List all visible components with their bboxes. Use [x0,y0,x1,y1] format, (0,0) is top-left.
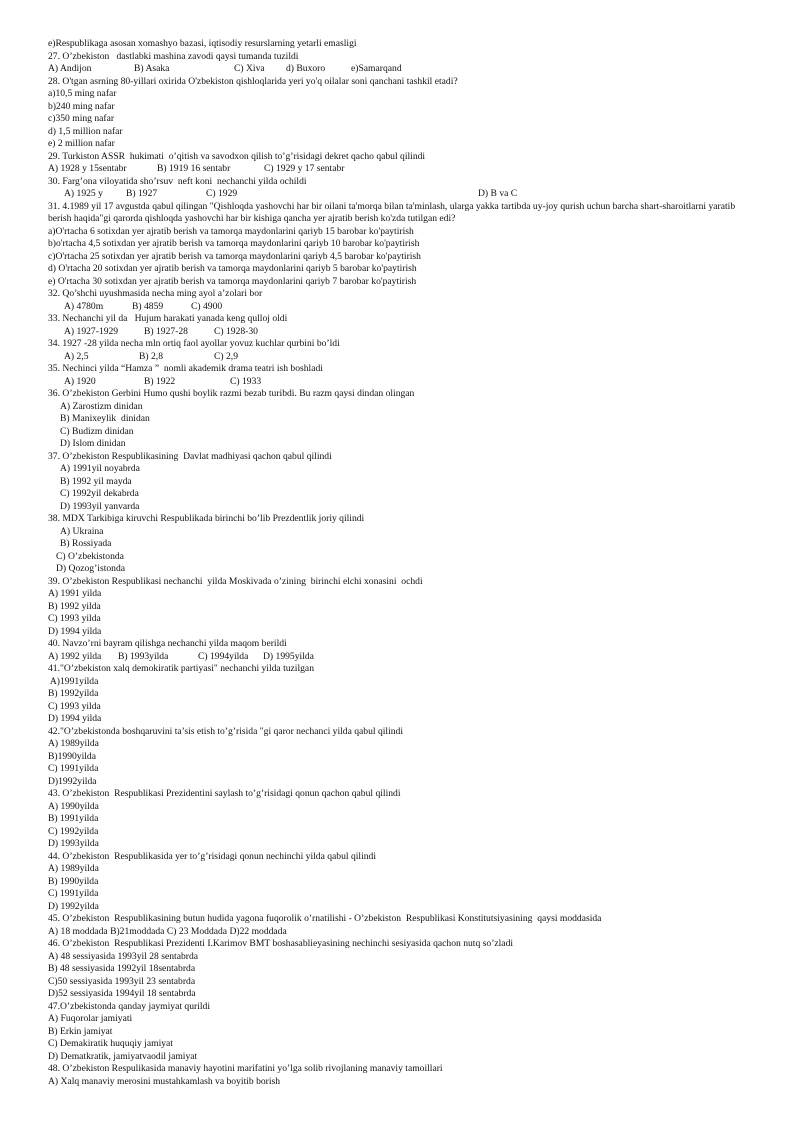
answer-option: A) Zarostizm dinidan [60,400,143,412]
answer-row [48,188,760,201]
question-32: 32. Qo’shchi uyushmasida necha ming ayol a’zolari bor [48,288,263,299]
answer-option: A) 1989yilda [48,738,99,749]
question-44: 44. O’zbekiston Respublikasida yer to’g’risidagi qonun nechinchi yilda qabul qilindi [48,850,376,862]
question-30: 30. Farg’ona viloyatida sho’rsuv neft koni nechanchi yilda ochildi [48,175,307,187]
answer-option: C) 1993 yilda [48,613,101,624]
question-38: 38. MDX Tarkibiga kiruvchi Respublikada birinchi bo’lib Prezdentlik joriy qilindi [48,513,365,524]
answer-option: B) 1990yilda [48,875,99,887]
answer-option: D) Islom dinidan [60,438,126,449]
answer-option: C) 1992yilda [48,825,99,837]
answer-option: e) O'rtacha 30 sotixdan yer ajratib berish va tamorqa maydonlarini qariyb 7 barobar ko'paytirish [48,275,417,287]
answer-option: C) 1993 yilda [48,700,101,712]
answer-option: B) Erkin jamiyat [48,1025,113,1037]
answer-option: A) Xalq manaviy merosini mustahkamlash va boyitib borish [48,1075,281,1087]
answer-option: C) 1991yilda [48,763,99,774]
question-28: 28. O'tgan asrning 80-yillari oxirida O'zbekiston qishloqlarida yeri yo'q oilalar soni qanchani tashkil etadi? [48,75,458,87]
question-27: 27. O’zbekiston dastlabki mashina zavodi qaysi tumanda tuzildi [48,50,299,62]
answer-option: C) O’zbekistonda [56,550,124,562]
answer-option: B) 1992 yilda [48,600,101,612]
answer-option: A) 1991yil noyabrda [60,463,140,474]
answer-option: A) 48 sessiyasida 1993yil 28 sentabrda [48,950,199,962]
question-45: 45. O’zbekiston Respublikasining butun hudida yagona fuqorolik o’rnatilishi - O’zbekiston Respublikasi Konstitutsiyasining qaysi moddasida [48,913,602,924]
document-page [48,38,760,1088]
option-d: D) 1995yilda [263,650,314,662]
question-37: 37. O’zbekiston Respublikasining Davlat madhiyasi qachon qabul qilindi [48,450,332,462]
answer-row [48,326,760,339]
answer-option: D) 1994 yilda [48,625,102,637]
question-47: 47.O’zbekistonda qanday jaymiyat qurildi [48,1000,210,1012]
option-b: B) 1927-28 [144,325,188,337]
answer-option: D) Qozog’istonda [56,563,126,574]
answer-option: A) 18 moddada B)21moddada C) 23 Moddada D)22 moddada [48,925,287,937]
question-42: 42."O’zbekistonda boshqaruvini ta’sis etish to’g’risida "gi qaror nechanci yilda qabul qilindi [48,725,403,737]
question-36: 36. O’zbekiston Gerbini Humo qushi boylik razmi bezab turibdi. Bu razm qaysi dindan olingan [48,388,415,399]
question-39: 39. O’zbekiston Respublikasi nechanchi yilda Moskivada o’zining birinchi elchi xonasini ochdi [48,575,423,587]
answer-option: c)O'rtacha 25 sotixdan yer ajratib berish va tamorqa maydonlarini qariyb 4,5 barobar ko'paytirish [48,250,421,262]
answer-option: C) 1992yil dekabrda [60,488,139,499]
answer-option: D) 1993yilda [48,838,99,849]
answer-row [48,63,760,76]
option-b: B) 1919 16 sentabr [157,163,231,174]
answer-option: c)350 ming nafar [48,113,115,124]
answer-option: A) Ukraina [60,525,104,537]
option-c: C) 1928-30 [214,325,258,337]
answer-option: B) 1991yilda [48,813,99,824]
question-34: 34. 1927 -28 yilda necha mln ortiq faol ayollar yovuz kuchlar qurbini bo’ldi [48,338,340,349]
option-d: D) B va C [478,188,518,199]
option-b: B) 1993yilda [118,650,169,662]
question-41: 41."O’zbekiston xalq demokiratik partiyasi" nechanchi yilda tuzilgan [48,663,314,674]
answer-option: d) O'rtacha 20 sotixdan yer ajratib berish va tamorqa maydonlarini qariyb 5 barobar ko'paytirish [48,263,417,274]
answer-option: A) 1991 yilda [48,588,102,599]
answer-option: a)O'rtacha 6 sotixdan yer ajratib berish va tamorqa maydonlarini qariyb 15 barobar ko'paytirish [48,225,414,237]
option-b: B) 1927 [126,188,158,199]
option-c: C) 2,9 [214,350,238,362]
text-line: e)Respublikaga asosan xomashyo bazasi, iqtisodiy resurslarning yetarli emasligi [48,38,357,49]
answer-option: b)o'rtacha 4,5 sotixdan yer ajratib berish va tamorqa maydonlarini qariyb 10 barobar ko'paytirish [48,238,420,249]
answer-row [48,301,760,314]
option-c: C) 1933 [230,375,262,387]
question-33: 33. Nechanchi yil da Hujum harakati yanada keng qulloj oldi [48,313,288,324]
answer-option: B) Rossiyada [60,538,112,549]
option-a: A) 1925 y [64,188,103,199]
question-48: 48. O’zbekiston Respulikasida manaviy hayotini marifatini yo’lga solib rivojlaning manaviy tamoillari [48,1063,443,1074]
answer-row [48,376,760,389]
question-31: 31. 4.1989 yil 17 avgustda qabul qilingan "Qishloqda yashovchi har bir oilani ta'morqa bilan ta'minlash, ularga yakka tartibda uy-joy qurish uchun barcha shart-sharoitlarni yaratib berish haqida"gi qarorda qishloqda yashovchi har bir kishiga qancha yer ajratib berish ko'zda tutilgan edi? [48,200,736,224]
answer-option: D) 1993yil yanvarda [60,500,140,512]
option-c: C) 1929 [206,188,238,199]
question-46: 46. O’zbekiston Respublikasi Prezidenti I.Karimov BMT boshasablieyasining nechinchi sesiyasida qachon nutq so’zladi [48,938,514,949]
option-b: B) 1922 [144,375,176,387]
option-c: C) 4900 [191,300,223,312]
option-e: e)Samarqand [351,63,402,74]
answer-option: B) 1992 yil mayda [60,475,132,487]
question-35: 35. Nechinci yilda “Hamza ” nomli akademik drama teatri ish boshladi [48,363,323,374]
option-d: d) Buxoro [286,63,326,74]
answer-option: C)50 sessiyasida 1993yil 23 sentabrda [48,975,196,987]
option-b: B) 2,8 [139,350,163,362]
option-a: A) 1927-1929 [64,325,119,337]
option-a: A) 1928 y 15sentabr [48,163,127,174]
question-29: 29. Turkiston ASSR hukimati o’qitish va savodxon qilish to’g’risidagi dekret qacho qabul qilindi [48,150,426,162]
option-c: C) Xiva [234,63,265,74]
answer-option: b)240 ming nafar [48,100,115,112]
answer-option: B) 48 sessiyasida 1992yil 18sentabrda [48,963,196,974]
option-b: B) Asaka [134,63,170,74]
answer-option: C) Budizm dinidan [60,425,134,437]
answer-row [48,351,760,364]
answer-option: d) 1,5 million nafar [48,125,123,137]
answer-option: D) 1992yilda [48,900,99,912]
answer-option: A)1991yilda [48,675,99,687]
option-c: C) 1994yilda [198,650,249,662]
answer-option: A) Fuqorolar jamiyati [48,1013,133,1024]
option-a: A) 1920 [64,375,96,387]
option-b: B) 4859 [132,300,164,312]
answer-option: D) Dematkratik, jamiyatvaodil jamiyat [48,1050,198,1062]
option-a: A) 4780m [64,300,104,312]
answer-option: B)1990yilda [48,750,96,762]
answer-option: B) Manixeylik dinidan [60,413,150,424]
question-43: 43. O’zbekiston Respublikasi Prezidentini saylash to’g’risidagi qonun qachon qabul qilindi [48,788,401,799]
answer-option: e) 2 million nafar [48,138,115,149]
option-a: A) 2,5 [64,350,89,362]
answer-option: a)10,5 ming nafar [48,88,117,99]
answer-option: B) 1992yilda [48,688,99,699]
answer-row [48,163,760,176]
option-a: A) 1992 yilda [48,650,102,662]
answer-row [48,651,760,664]
answer-option: D)1992yilda [48,775,97,787]
answer-option: A) 1989yilda [48,863,99,874]
option-a: A) Andijon [48,63,92,74]
answer-option: C) Demakiratik huquqiy jamiyat [48,1038,173,1049]
answer-option: A) 1990yilda [48,800,99,812]
answer-option: D) 1994 yilda [48,713,102,724]
answer-option: C) 1991yilda [48,888,99,899]
answer-option: D)52 sessiyasida 1994yil 18 sentabrda [48,988,196,999]
question-40: 40. Navzo’rni bayram qilishga nechanchi yilda maqom berildi [48,638,287,649]
option-c: C) 1929 y 17 sentabr [264,163,345,174]
